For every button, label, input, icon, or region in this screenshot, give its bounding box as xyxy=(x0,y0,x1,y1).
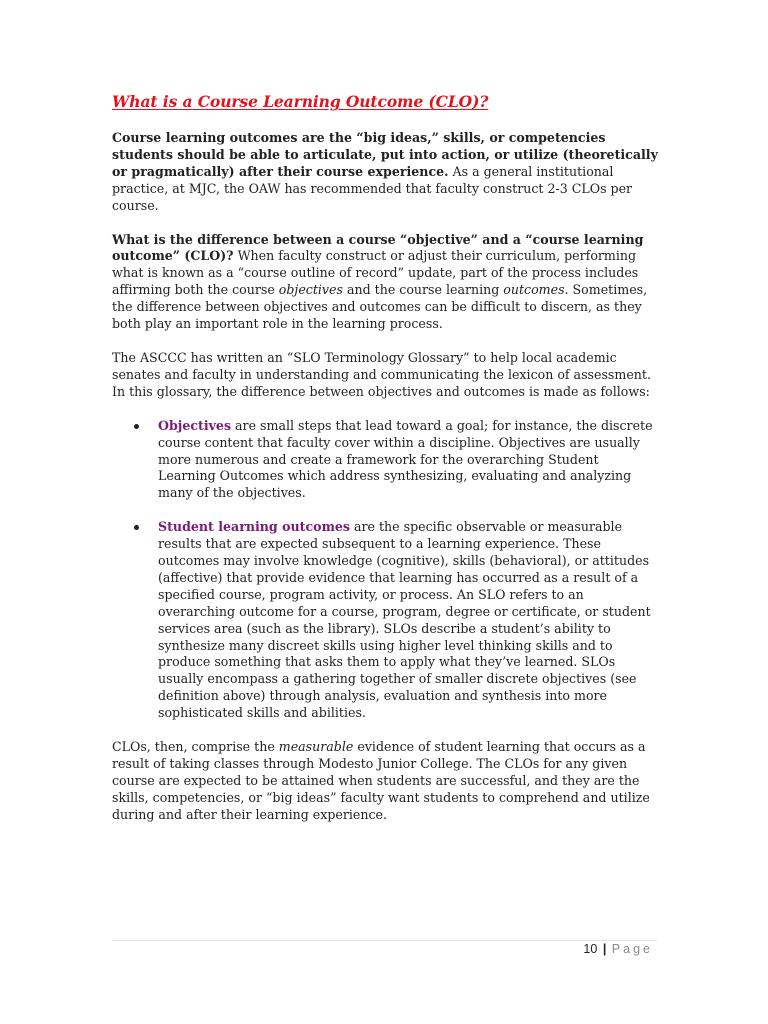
footer-separator: | xyxy=(602,942,607,956)
paragraph-clo-definition xyxy=(112,130,660,215)
page-footer xyxy=(400,942,653,956)
paragraph-objective-vs-outcome xyxy=(112,232,660,333)
answer-text-2: and the course learning xyxy=(342,282,504,298)
term-student-learning-outcomes: Student learning outcomes xyxy=(158,519,350,535)
term-objectives: Objectives xyxy=(158,417,232,433)
page-title: What is a Course Learning Outcome (CLO)? xyxy=(112,92,489,111)
summary-text-1: CLOs, then, comprise the xyxy=(112,739,279,755)
footer-divider xyxy=(112,940,657,941)
list-item xyxy=(112,418,660,503)
list-item xyxy=(112,519,660,722)
document-body xyxy=(112,92,660,841)
paragraph-asccc-glossary: The ASCCC has written an “SLO Terminology Glossary” to help local academic senates and faculty in understanding and communicating the lexicon of assessment. In this glossary, the difference between objectives and outcomes is made as follows: xyxy=(112,349,651,399)
answer-text-1: When faculty construct or adjust their curriculum, performing what is known as a “course outline of record” update, part of the process includes affirming both the course xyxy=(112,248,639,298)
definition-text: are the specific observable or measurable results that are expected subsequent to a learning experience. These outcomes may involve knowledge (cognitive), skills (behavioral), or attitudes (affective) that provide evidence that learning has occurred as a result of a specified course, program activity, or process. An SLO refers to an overarching outcome for a course, program, degree or certificate, or student services area (such as the library). SLOs describe a student’s ability to synthesize many discreet skills using higher level thinking skills and to produce something that asks them to apply what they’ve learned. SLOs usually encompass a gathering together of smaller discrete objectives (see definition above) through analysis, evaluation and synthesis into more sophisticated skills and abilities. xyxy=(158,519,651,721)
bullet-icon xyxy=(134,424,139,429)
definition-text: are small steps that lead toward a goal; for instance, the discrete course content that faculty cover within a discipline. Objectives are usually more numerous and create a framework for the overarching Student Learning Outcomes which address synthesizing, evaluating and analyzing many of the objectives. xyxy=(158,417,653,501)
summary-text-2: evidence of student learning that occurs as a result of taking classes through Modesto Junior College. The CLOs for any given course are expected to be attained when students are successful, and they are the skills, competencies, or “big ideas” faculty want students to comprehend and utilize during and after their learning experience. xyxy=(112,739,650,822)
paragraph-clo-summary xyxy=(112,739,660,824)
page-number: 10 xyxy=(583,942,598,956)
answer-text-3: . Sometimes, the difference between objectives and outcomes can be difficult to discern, as they both play an important role in the learning process. xyxy=(112,282,648,332)
objectives-italic: objectives xyxy=(278,282,343,298)
definitions-list xyxy=(112,418,660,722)
clo-definition-bold: Course learning outcomes are the “big ideas,” skills, or competencies students should be able to articulate, put into action, or utilize (theoretically or pragmatically) after their course experience. xyxy=(112,130,658,179)
clo-definition-text: As a general institutional practice, at MJC, the OAW has recommended that faculty construct 2-3 CLOs per course. xyxy=(112,163,633,213)
question-bold: What is the difference between a course “objective” and a “course learning outcome” (CLO)? xyxy=(112,231,644,264)
outcomes-italic: outcomes xyxy=(503,282,565,298)
bullet-icon xyxy=(134,525,139,530)
measurable-italic: measurable xyxy=(278,739,354,755)
page-label: Page xyxy=(611,942,653,956)
